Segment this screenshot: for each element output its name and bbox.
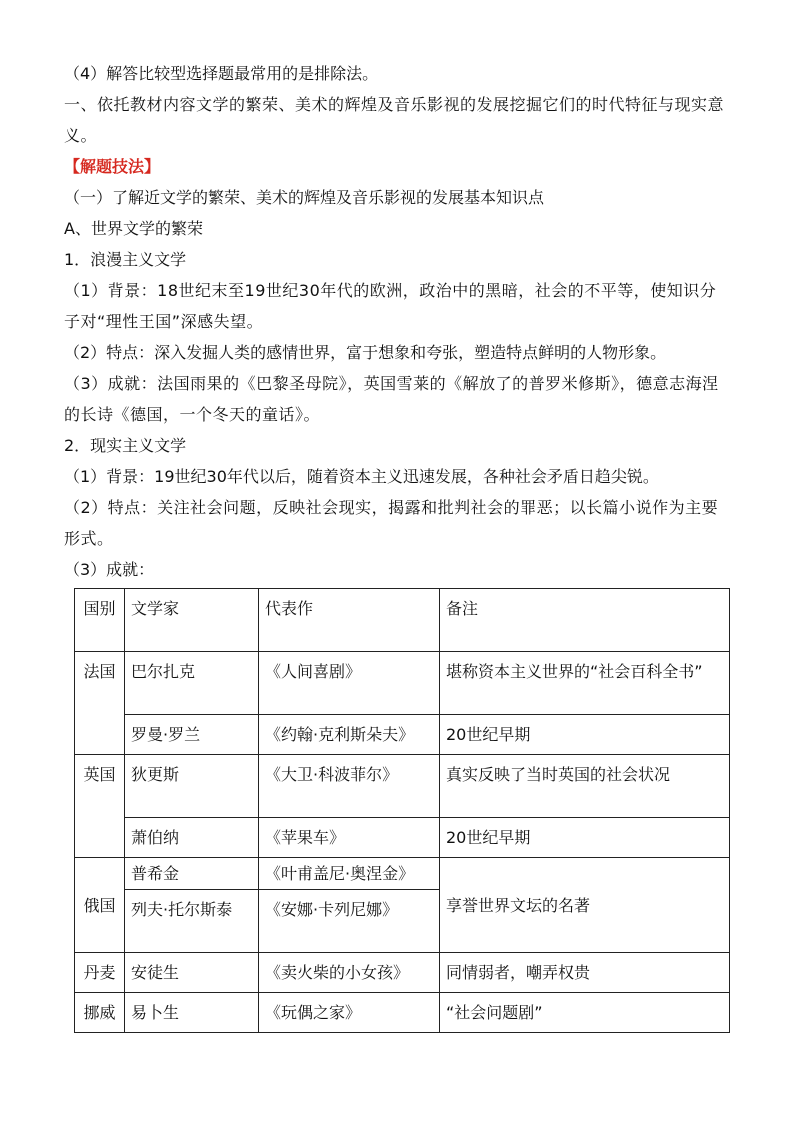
- realism-background: （1）背景：19世纪30年代以后，随着资本主义迅速发展，各种社会矛盾日趋尖锐。: [64, 467, 659, 486]
- table-row: [75, 993, 730, 1033]
- note-cell: 堪称资本主义世界的“社会百科全书”: [440, 652, 730, 715]
- realism-heading: 2．现实主义文学: [64, 436, 187, 455]
- note-cell: 真实反映了当时英国的社会状况: [440, 755, 730, 818]
- note-cell: 20世纪早期: [440, 818, 730, 858]
- note-cell: 享誉世界文坛的名著: [440, 858, 730, 953]
- note-cell: “社会问题剧”: [440, 993, 730, 1033]
- technique-heading: 【解题技法】: [64, 157, 161, 176]
- romanticism-features: （2）特点：深入发掘人类的感情世界，富于想象和夸张，塑造特点鲜明的人物形象。: [64, 343, 667, 362]
- country-france: 法国: [75, 652, 125, 755]
- note-cell: 20世纪早期: [440, 715, 730, 755]
- writer-cell: 萧伯纳: [125, 818, 259, 858]
- work-cell: 《人间喜剧》: [259, 652, 440, 715]
- work-cell: 《叶甫盖尼·奥涅金》: [259, 858, 440, 890]
- writer-cell: 易卜生: [125, 993, 259, 1033]
- work-cell: 《大卫·科波菲尔》: [259, 755, 440, 818]
- table-row: [75, 818, 730, 858]
- table-row: [75, 652, 730, 715]
- table-header-row: [75, 589, 730, 652]
- work-cell: 《卖火柴的小女孩》: [259, 953, 440, 993]
- world-literature-heading: A、世界文学的繁荣: [64, 219, 203, 238]
- table-row: [75, 953, 730, 993]
- document-body: [64, 58, 732, 585]
- work-cell: 《苹果车》: [259, 818, 440, 858]
- work-cell: 《安娜·卡列尼娜》: [259, 890, 440, 953]
- realism-features: （2）特点：关注社会问题，反映社会现实，揭露和批判社会的罪恶；以长篇小说作为主要形式。: [64, 498, 719, 548]
- section-one-heading: 一、依托教材内容文学的繁荣、美术的辉煌及音乐影视的发展挖掘它们的时代特征与现实意义。: [64, 95, 725, 145]
- header-country: 国别: [75, 589, 125, 652]
- country-denmark: 丹麦: [75, 953, 125, 993]
- romanticism-background: （1）背景：18世纪末至19世纪30年代的欧洲，政治中的黑暗，社会的不平等，使知识分子对“理性王国”深感失望。: [64, 281, 717, 331]
- subsection-one: （一）了解近文学的繁荣、美术的辉煌及音乐影视的发展基本知识点: [64, 188, 545, 207]
- writer-cell: 狄更斯: [125, 755, 259, 818]
- header-writer: 文学家: [125, 589, 259, 652]
- romanticism-heading: 1．浪漫主义文学: [64, 250, 187, 269]
- work-cell: 《约翰·克利斯朵夫》: [259, 715, 440, 755]
- realism-achievements-label: （3）成就：: [64, 560, 155, 579]
- writer-cell: 列夫·托尔斯泰: [125, 890, 259, 953]
- paragraph-elimination-tip: （4）解答比较型选择题最常用的是排除法。: [64, 64, 379, 83]
- writer-cell: 罗曼·罗兰: [125, 715, 259, 755]
- note-cell: 同情弱者，嘲弄权贵: [440, 953, 730, 993]
- romanticism-achievements: （3）成就：法国雨果的《巴黎圣母院》，英国雪莱的《解放了的普罗米修斯》，德意志海涅的长诗《德国，一个冬天的童话》。: [64, 374, 719, 424]
- country-britain: 英国: [75, 755, 125, 858]
- country-norway: 挪威: [75, 993, 125, 1033]
- writer-cell: 巴尔扎克: [125, 652, 259, 715]
- header-note: 备注: [440, 589, 730, 652]
- work-cell: 《玩偶之家》: [259, 993, 440, 1033]
- realism-works-table: [74, 588, 730, 1033]
- table-row: [75, 858, 730, 890]
- header-work: 代表作: [259, 589, 440, 652]
- writer-cell: 普希金: [125, 858, 259, 890]
- table-row: [75, 755, 730, 818]
- table-row: [75, 715, 730, 755]
- writer-cell: 安徒生: [125, 953, 259, 993]
- country-russia: 俄国: [75, 858, 125, 953]
